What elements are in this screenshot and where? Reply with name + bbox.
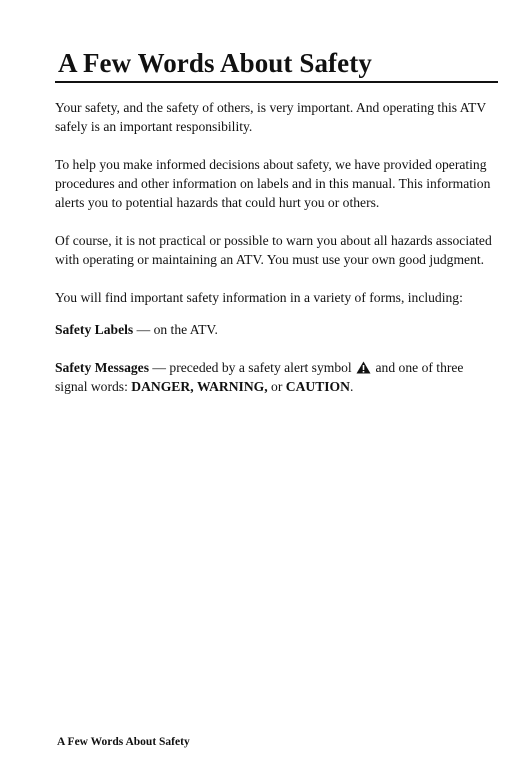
- page-body: [55, 98, 495, 415]
- page-title: A Few Words About Safety: [58, 48, 372, 78]
- safety-alert-triangle-icon: [356, 360, 371, 373]
- paragraph-forms: You will find important safety information in a variety of forms, including:: [55, 290, 463, 305]
- safety-labels-item: [55, 320, 495, 339]
- safety-messages-text-after: and one of three signal words:: [55, 360, 464, 394]
- page-footer: A Few Words About Safety: [57, 736, 190, 748]
- safety-labels-text: — on the ATV.: [133, 322, 218, 337]
- paragraph-safety-importance: Your safety, and the safety of others, is very important. And operating this ATV safely is an important responsibility.: [55, 100, 486, 134]
- signal-word-warning: WARNING,: [197, 379, 268, 394]
- signal-word-danger: DANGER,: [131, 379, 194, 394]
- safety-messages-item: [55, 358, 495, 396]
- paragraph-own-judgment: Of course, it is not practical or possible to warn you about all hazards associated with operating or maintaining an ATV. You must use your own good judgment.: [55, 233, 492, 267]
- signal-word-caution: CAUTION: [285, 379, 350, 394]
- safety-labels-term: Safety Labels: [55, 322, 134, 337]
- safety-messages-text-or: or: [267, 379, 286, 394]
- safety-messages-term: Safety Messages: [55, 360, 150, 375]
- safety-messages-text-end: .: [349, 379, 354, 394]
- safety-messages-text-before: — preceded by a safety alert symbol: [149, 360, 356, 375]
- paragraph-informed-decisions: To help you make informed decisions about safety, we have provided operating procedures and other information on labels and in this manual. This information alerts you to potential hazards that could hurt you or others.: [55, 157, 491, 210]
- title-underline: [55, 81, 498, 83]
